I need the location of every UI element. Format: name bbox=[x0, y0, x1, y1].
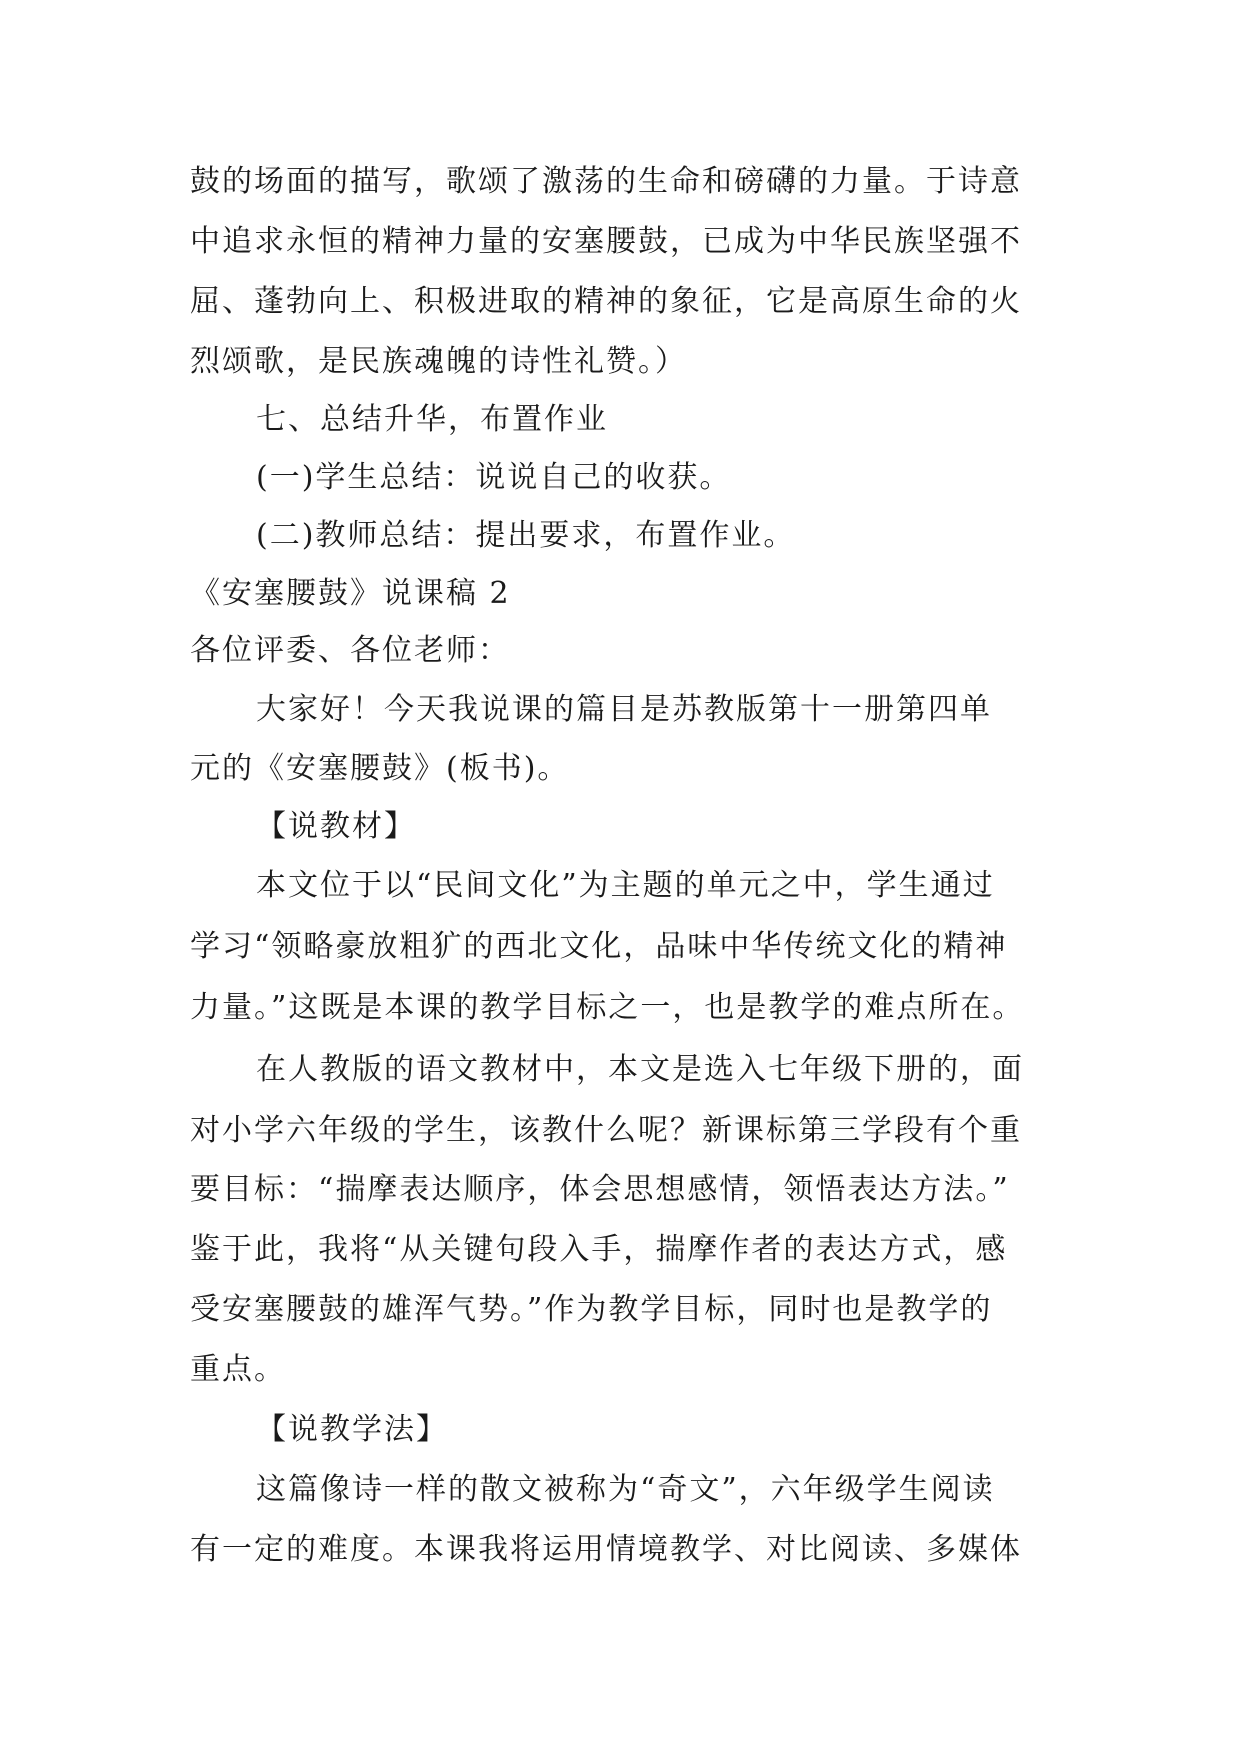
text-line: 这篇像诗一样的散文被称为“奇文”，六年级学生阅读 bbox=[256, 1472, 995, 1507]
salutation: 各位评委、各位老师： bbox=[190, 633, 510, 668]
text-line: 元的《安塞腰鼓》(板书)。 bbox=[190, 751, 570, 786]
section-heading: 【说教材】 bbox=[256, 809, 416, 844]
text-line: 受安塞腰鼓的雄浑气势。”作为教学目标，同时也是教学的 bbox=[190, 1292, 993, 1327]
text-line: 力量。”这既是本课的教学目标之一，也是教学的难点所在。 bbox=[190, 990, 1025, 1025]
text-line: 学习“领略豪放粗犷的西北文化，品味中华传统文化的精神 bbox=[190, 929, 1008, 964]
text-line: 有一定的难度。本课我将运用情境教学、对比阅读、多媒体 bbox=[190, 1532, 1022, 1567]
section-heading: 【说教学法】 bbox=[256, 1412, 448, 1447]
text-line: 屈、蓬勃向上、积极进取的精神的象征，它是高原生命的火 bbox=[190, 284, 1022, 319]
text-line: 要目标：“揣摩表达顺序，体会思想感情，领悟表达方法。” bbox=[190, 1172, 1010, 1207]
text-line: 鼓的场面的描写，歌颂了激荡的生命和磅礴的力量。于诗意 bbox=[190, 164, 1022, 199]
text-line: (一)学生总结：说说自己的收获。 bbox=[256, 460, 732, 495]
section-heading: 七、总结升华，布置作业 bbox=[256, 402, 608, 437]
text-line: 在人教版的语文教材中，本文是选入七年级下册的，面 bbox=[256, 1052, 1024, 1087]
text-line: 重点。 bbox=[190, 1352, 286, 1387]
text-line: 烈颂歌，是民族魂魄的诗性礼赞。） bbox=[190, 344, 687, 379]
text-line: 本文位于以“民间文化”为主题的单元之中，学生通过 bbox=[256, 868, 995, 903]
text-line: 鉴于此，我将“从关键句段入手，揣摩作者的表达方式，感 bbox=[190, 1232, 1008, 1267]
text-line: 中追求永恒的精神力量的安塞腰鼓，已成为中华民族坚强不 bbox=[190, 224, 1022, 259]
text-line: 对小学六年级的学生，该教什么呢？新课标第三学段有个重 bbox=[190, 1113, 1022, 1148]
text-line: (二)教师总结：提出要求，布置作业。 bbox=[256, 518, 796, 553]
text-line: 大家好！今天我说课的篇目是苏教版第十一册第四单 bbox=[256, 692, 992, 727]
document-title: 《安塞腰鼓》说课稿 2 bbox=[190, 576, 511, 611]
